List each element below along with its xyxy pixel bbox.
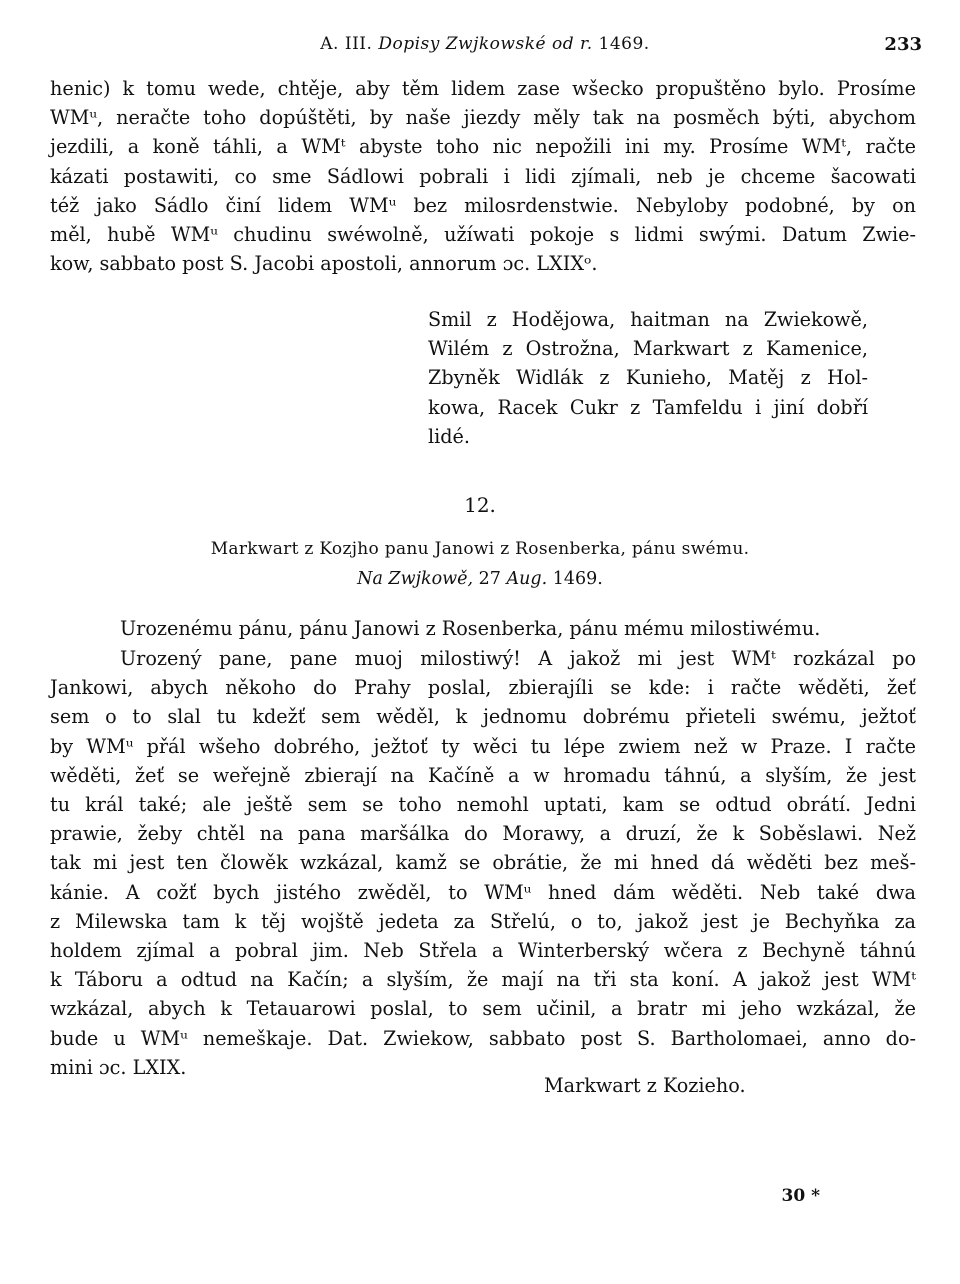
running-year: 1469. [598,34,650,54]
text-line: holdem zjímal a pobral jim. Neb Střela a Winterberský wčera z Bechyně táhnú [50,939,916,963]
text-line: tu král také; ale ještě sem se toho nemohl uptati, kam se odtud obrátí. Jedni [50,793,916,817]
running-header [48,34,922,60]
text-line: by WMᵘ přál wšeho dobrého, ježtoť ty wěci tu lépe zwiem než w Praze. I račte [50,734,916,758]
text-line: kázati postawiti, co sme Sádlowi pobrali i lidi zjímali, neb je chceme šacowati [50,164,916,188]
date-day: 27 [478,569,501,589]
text-line: henic) k tomu wede, chtěje, aby těm lidem zase wšecko propuštěno bylo. Prosíme [50,77,916,100]
signatories-block [428,305,868,451]
signature-mark: 30 * [781,1186,820,1206]
letter-place-date [0,569,960,589]
text-line: mini ɔc. LXIX. [50,1055,187,1079]
text-line: Smil z Hodějowa, haitman na Zwiekowě, [428,308,868,331]
text-line: WMᵘ, neračte toho dopúštěti, by naše jiezdy měly tak na posměch býti, abychom [50,106,916,130]
text-line: jezdili, a koně táhli, a WMᵗ abyste toho nic nepožili ini my. Prosíme WMᵗ, račte [50,135,916,159]
text-line: kánie. A cožť bych jistého zwěděl, to WMᵘ hned dám wěděti. Neb také dwa [50,880,916,904]
text-line: kow, sabbato post S. Jacobi apostoli, annorum ɔc. LXIXᵒ. [50,252,598,276]
text-line: Wilém z Ostrožna, Markwart z Kamenice, [428,337,868,361]
place-name: Na Zwjkowě, [357,569,474,589]
letter-address [120,614,820,643]
text-line: bude u WMᵘ nemeškaje. Dat. Zwiekow, sabbato post S. Bartholomaei, anno do- [50,1026,916,1050]
text-line: kowa, Racek Cukr z Tamfeldu i jiní dobří [428,395,868,419]
running-italic-title: Dopisy Zwjkowské od r. [378,34,593,54]
letter-number: 12. [464,493,496,517]
date-year: 1469. [552,569,603,589]
date-month: Aug. [506,569,548,589]
text-line: k Táboru a odtud na Kačín; a slyším, že mají na tři sta koní. A jakož jest WMᵗ [50,968,916,992]
text-line: wěděti, žeť se weřejně zbierají na Kačíně a w hromadu táhnú, a slyším, že jest [50,763,916,787]
letter-11-tail [50,74,916,278]
letter-heading: Markwart z Kozjho panu Janowi z Rosenberka, pánu swému. [210,539,750,559]
page-number: 233 [884,34,922,55]
text-line: též jako Sádlo činí lidem WMᵘ bez milosrdenstwie. Nebyloby podobné, by on [50,193,916,217]
text-line: měl, hubě WMᵘ chudinu swéwolně, užíwati pokoje s lidmi swými. Datum Zwie- [50,223,916,247]
text-line: lidé. [428,424,471,448]
letter-signature: Markwart z Kozieho. [544,1074,746,1097]
text-line: sem o to slal tu kdežť sem wěděl, k jednomu dobrému přieteli swému, ježtoť [50,705,916,729]
text-line: tak mi jest ten člowěk wzkázal, kamž se obrátie, že mi hned dá wěděti bez meš- [50,851,916,875]
running-title [48,34,922,54]
text-line: Urozený pane, pane muoj milostiwý! A jakož mi jest WMᵗ rozkázal po [120,647,916,670]
text-line: z Milewska tam k těj wojště jedeta za Střelú, o to, jakož jest je Bechyňka za [50,909,916,933]
text-line: prawie, žeby chtěl na pana maršálka do Morawy, a druzí, že k Soběslawi. Než [50,822,916,846]
running-section: A. III. [320,34,373,54]
text-line: Zbyněk Widlák z Kunieho, Matěj z Hol- [428,366,868,390]
text-line: Jankowi, abych někoho do Prahy poslal, zbierajíli se kde: i račte wěděti, žeť [50,676,916,700]
letter-12-body [50,644,916,1082]
text-line: wzkázal, abych k Tetauarowi poslal, to sem učinil, a bratr mi jeho wzkázal, že [50,997,916,1021]
address-line: Urozenému pánu, pánu Janowi z Rosenberka, pánu mému milostiwému. [120,617,821,640]
